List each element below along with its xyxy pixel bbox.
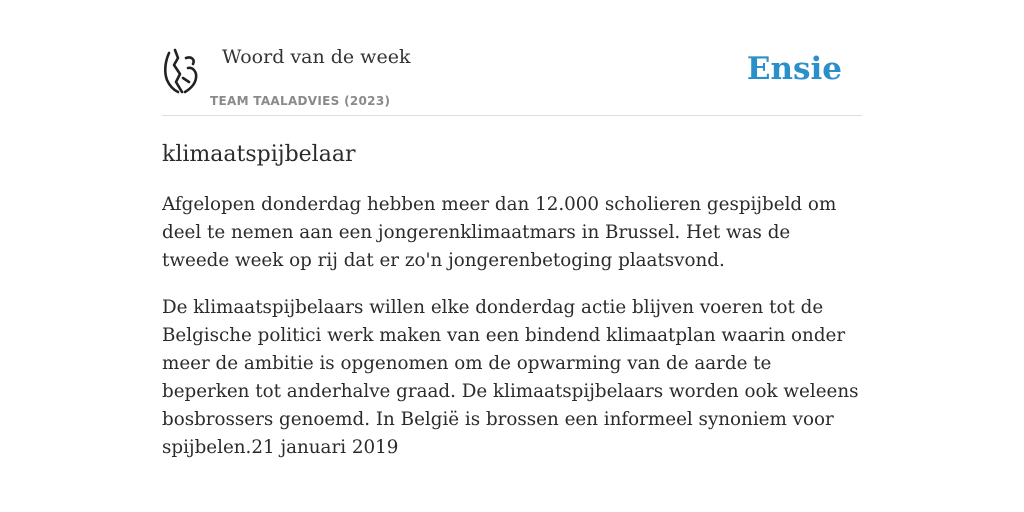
- article-header: [162, 40, 862, 116]
- header-subtitle: TEAM TAALADVIES (2023): [210, 94, 391, 108]
- flemish-lion-logo-icon: [162, 48, 202, 96]
- article-paragraph: De klimaatspijbelaars willen elke donderdag actie blijven voeren tot de Belgische politici werk maken van een bindend klimaatplan waarin onder meer de ambitie is opgenomen om de opwarming van de aarde te beperken tot anderhalve graad. De klimaatspijbelaars worden ook weleens bosbrossers genoemd. In België is brossen een informeel synoniem voor spijbelen.21 januari 2019: [162, 297, 859, 458]
- article-card: [162, 40, 862, 462]
- article-body: [162, 191, 862, 462]
- article-paragraph: Afgelopen donderdag hebben meer dan 12.000 scholieren gespijbeld om deel te nemen aan een jongerenklimaatmars in Brussel. Het was de tweede week op rij dat er zo'n jongerenbetoging plaatsvond.: [162, 194, 837, 271]
- brand-logo-link[interactable]: Ensie: [746, 51, 842, 87]
- header-title: Woord van de week: [222, 46, 411, 68]
- article-headword: klimaatspijbelaar: [162, 142, 356, 167]
